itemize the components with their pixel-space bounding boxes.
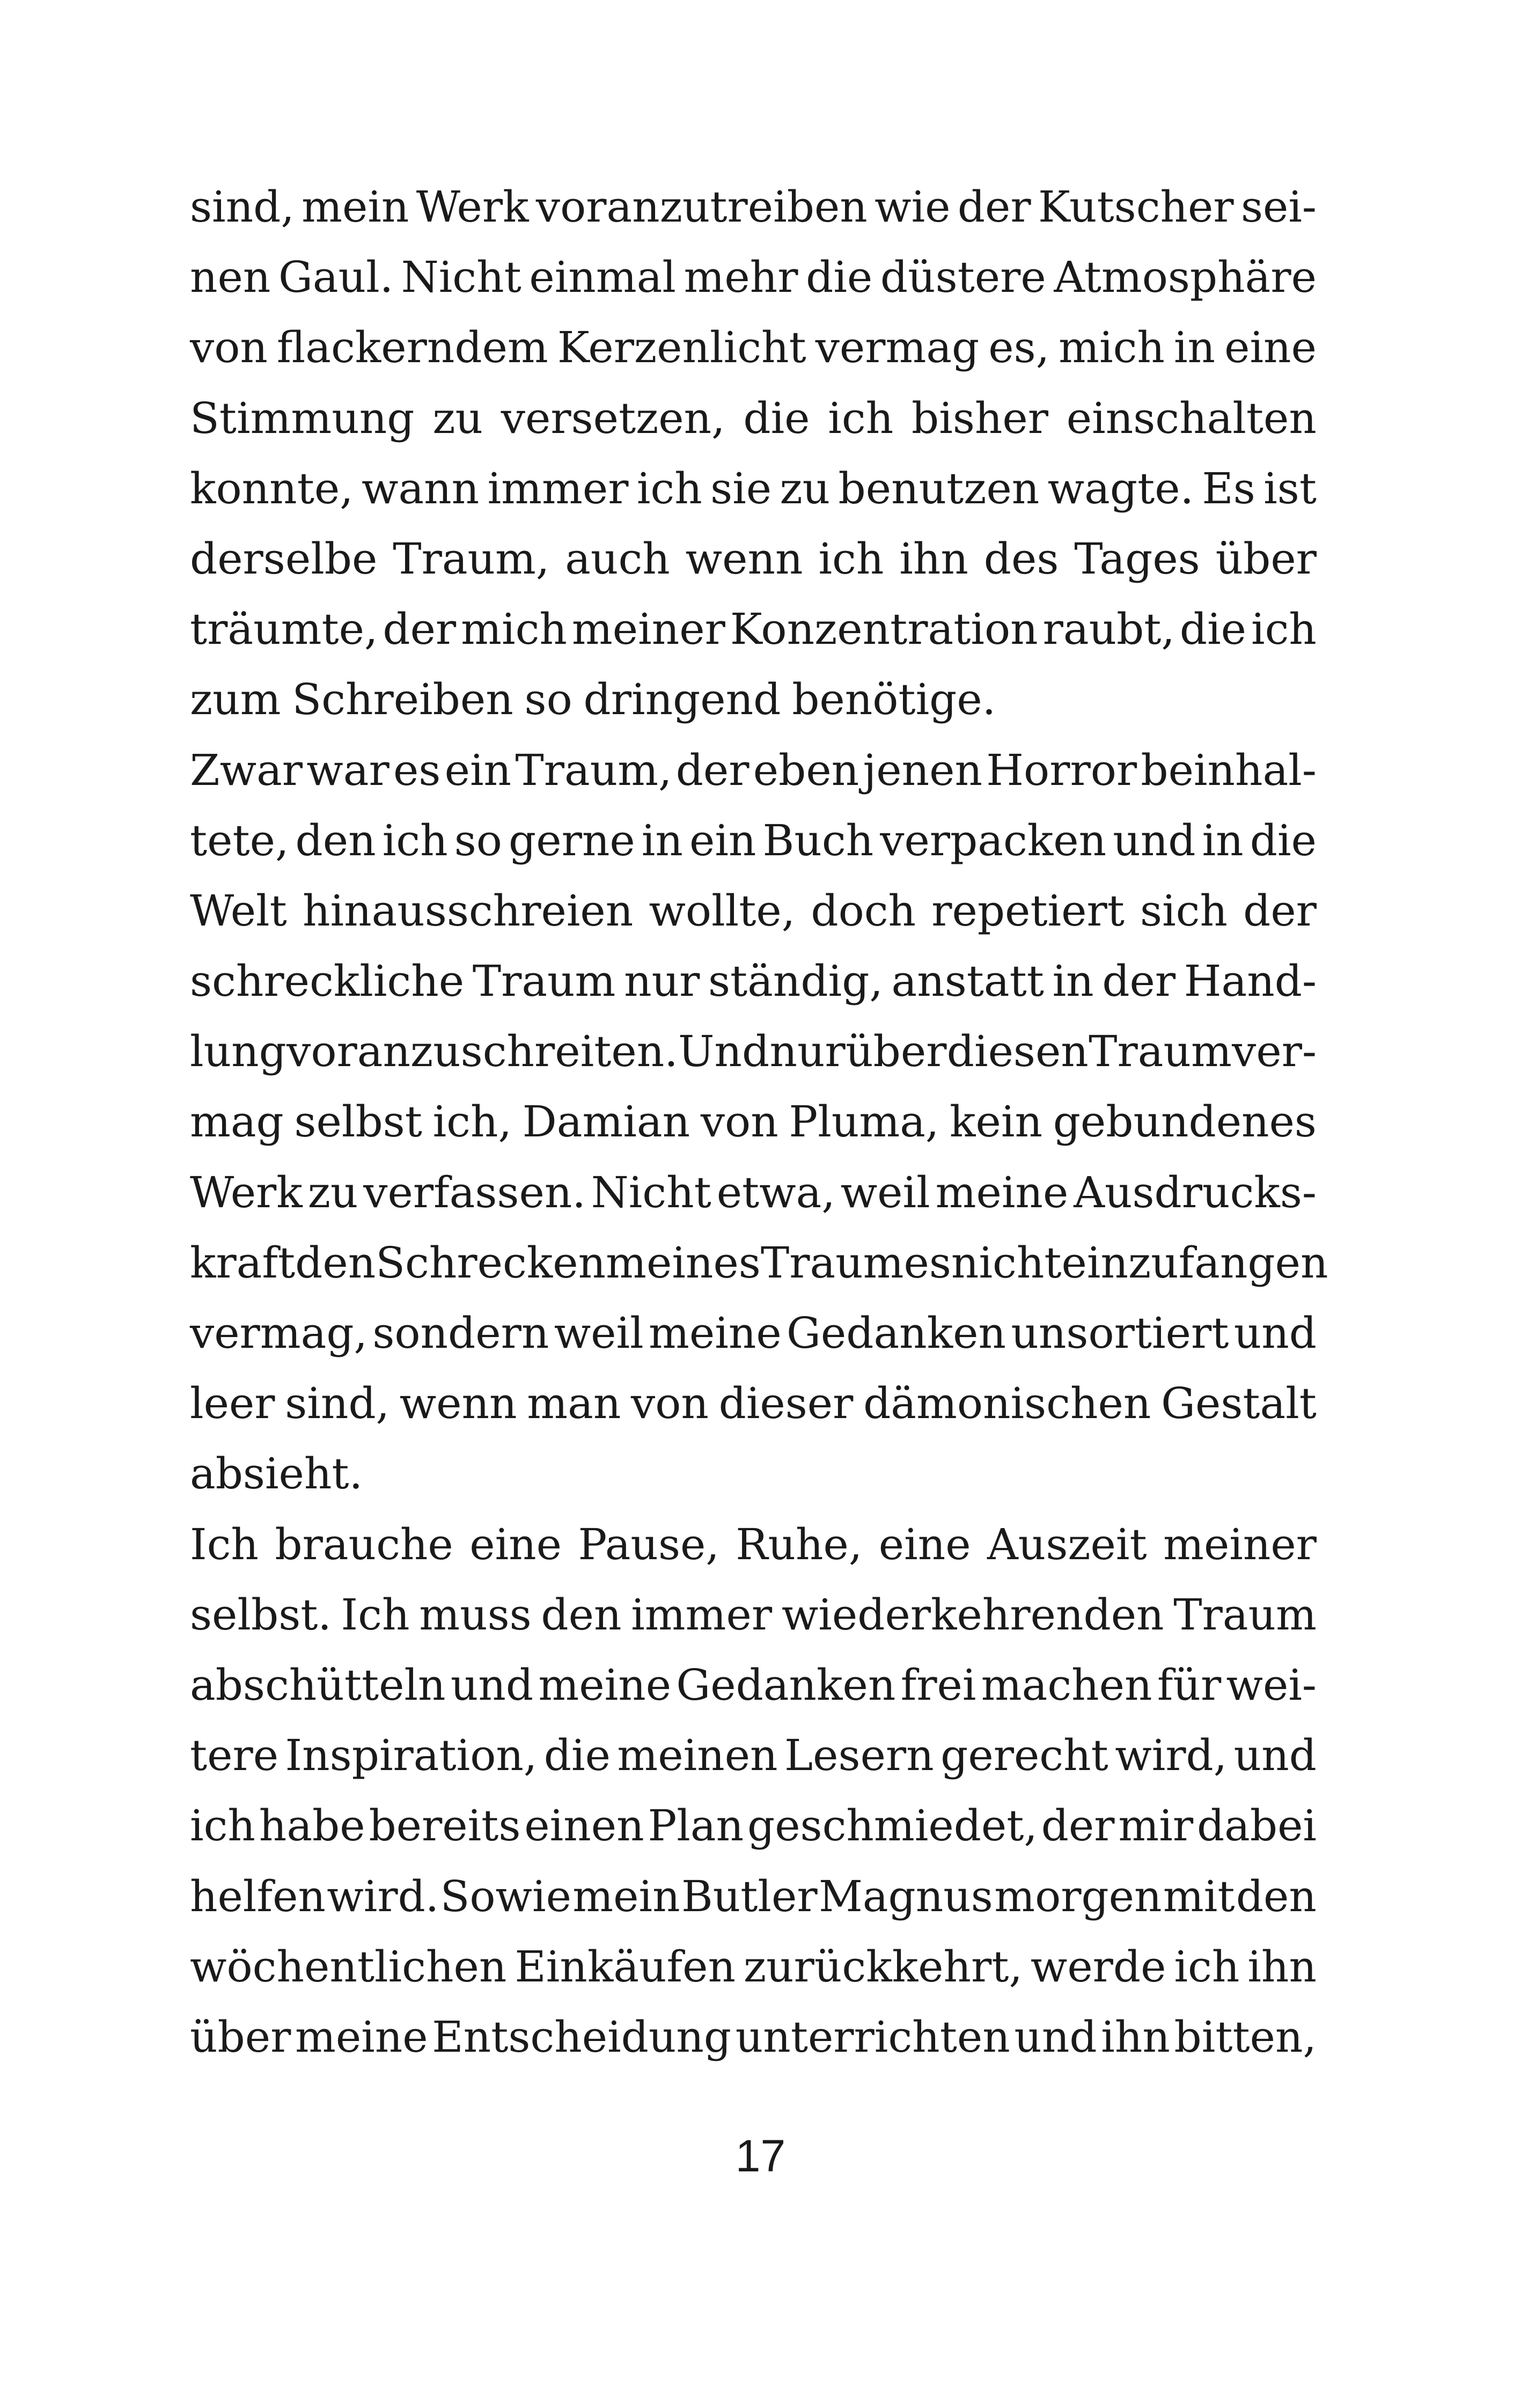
text-line: über meine Entscheidung unterrichten und ihn bitten,	[190, 2011, 1317, 2062]
text-line: lung voranzuschreiten. Und nur über diesen Traum ver-	[190, 1026, 1317, 1077]
text-line: zum Schreiben so dringend benötige.	[190, 674, 996, 725]
text-line: derselbe Traum, auch wenn ich ihn des Tages über	[190, 533, 1317, 584]
text-line: Ich brauche eine Pause, Ruhe, eine Auszeit meiner	[190, 1519, 1317, 1569]
text-line: Stimmung zu versetzen, die ich bisher einschalten	[190, 393, 1317, 443]
text-line: tere Inspiration, die meinen Lesern gerecht wird, und	[190, 1730, 1317, 1781]
text-line: wöchentlichen Einkäufen zurückkehrt, werde ich ihn	[190, 1941, 1317, 1992]
text-line: träumte, der mich meiner Konzentration raubt, die ich	[190, 604, 1317, 655]
paragraph	[190, 735, 1328, 1509]
text-line: konnte, wann immer ich sie zu benutzen wagte. Es ist	[190, 463, 1317, 513]
text-line: kraft den Schrecken meines Traumes nicht einzufangen	[190, 1237, 1328, 1288]
body-text	[190, 172, 1328, 2072]
text-line: helfen wird. Sowie mein Butler Magnus morgen mit den	[190, 1871, 1317, 1921]
text-line: tete, den ich so gerne in ein Buch verpacken und in die	[190, 815, 1317, 865]
text-line: schreckliche Traum nur ständig, anstatt in der Hand-	[190, 956, 1317, 1007]
text-line: selbst. Ich muss den immer wiederkehrenden Traum	[190, 1589, 1317, 1640]
text-line: vermag, sondern weil meine Gedanken unsortiert und	[190, 1308, 1317, 1358]
text-line: leer sind, wenn man von dieser dämonischen Gestalt	[190, 1378, 1317, 1429]
text-line: von flackerndem Kerzenlicht vermag es, mich in eine	[190, 322, 1317, 373]
text-line: Welt hinausschreien wollte, doch repetiert sich der	[190, 885, 1317, 936]
text-line: absieht.	[190, 1449, 363, 1499]
page-number: 17	[735, 2131, 786, 2181]
text-line: nen Gaul. Nicht einmal mehr die düstere Atmosphäre	[190, 252, 1317, 303]
text-line: abschütteln und meine Gedanken frei machen für wei-	[190, 1660, 1317, 1710]
text-line: mag selbst ich, Damian von Pluma, kein gebundenes	[190, 1097, 1317, 1147]
paragraph	[190, 172, 1317, 735]
paragraph	[190, 1509, 1317, 2073]
text-line: Zwar war es ein Traum, der eben jenen Horror beinhal-	[190, 745, 1317, 795]
text-line: sind, mein Werk voranzutreiben wie der Kutscher sei-	[190, 182, 1317, 232]
text-line: Werk zu verfassen. Nicht etwa, weil meine Ausdrucks-	[190, 1167, 1317, 1217]
text-line: ich habe bereits einen Plan geschmiedet, der mir dabei	[190, 1801, 1317, 1851]
